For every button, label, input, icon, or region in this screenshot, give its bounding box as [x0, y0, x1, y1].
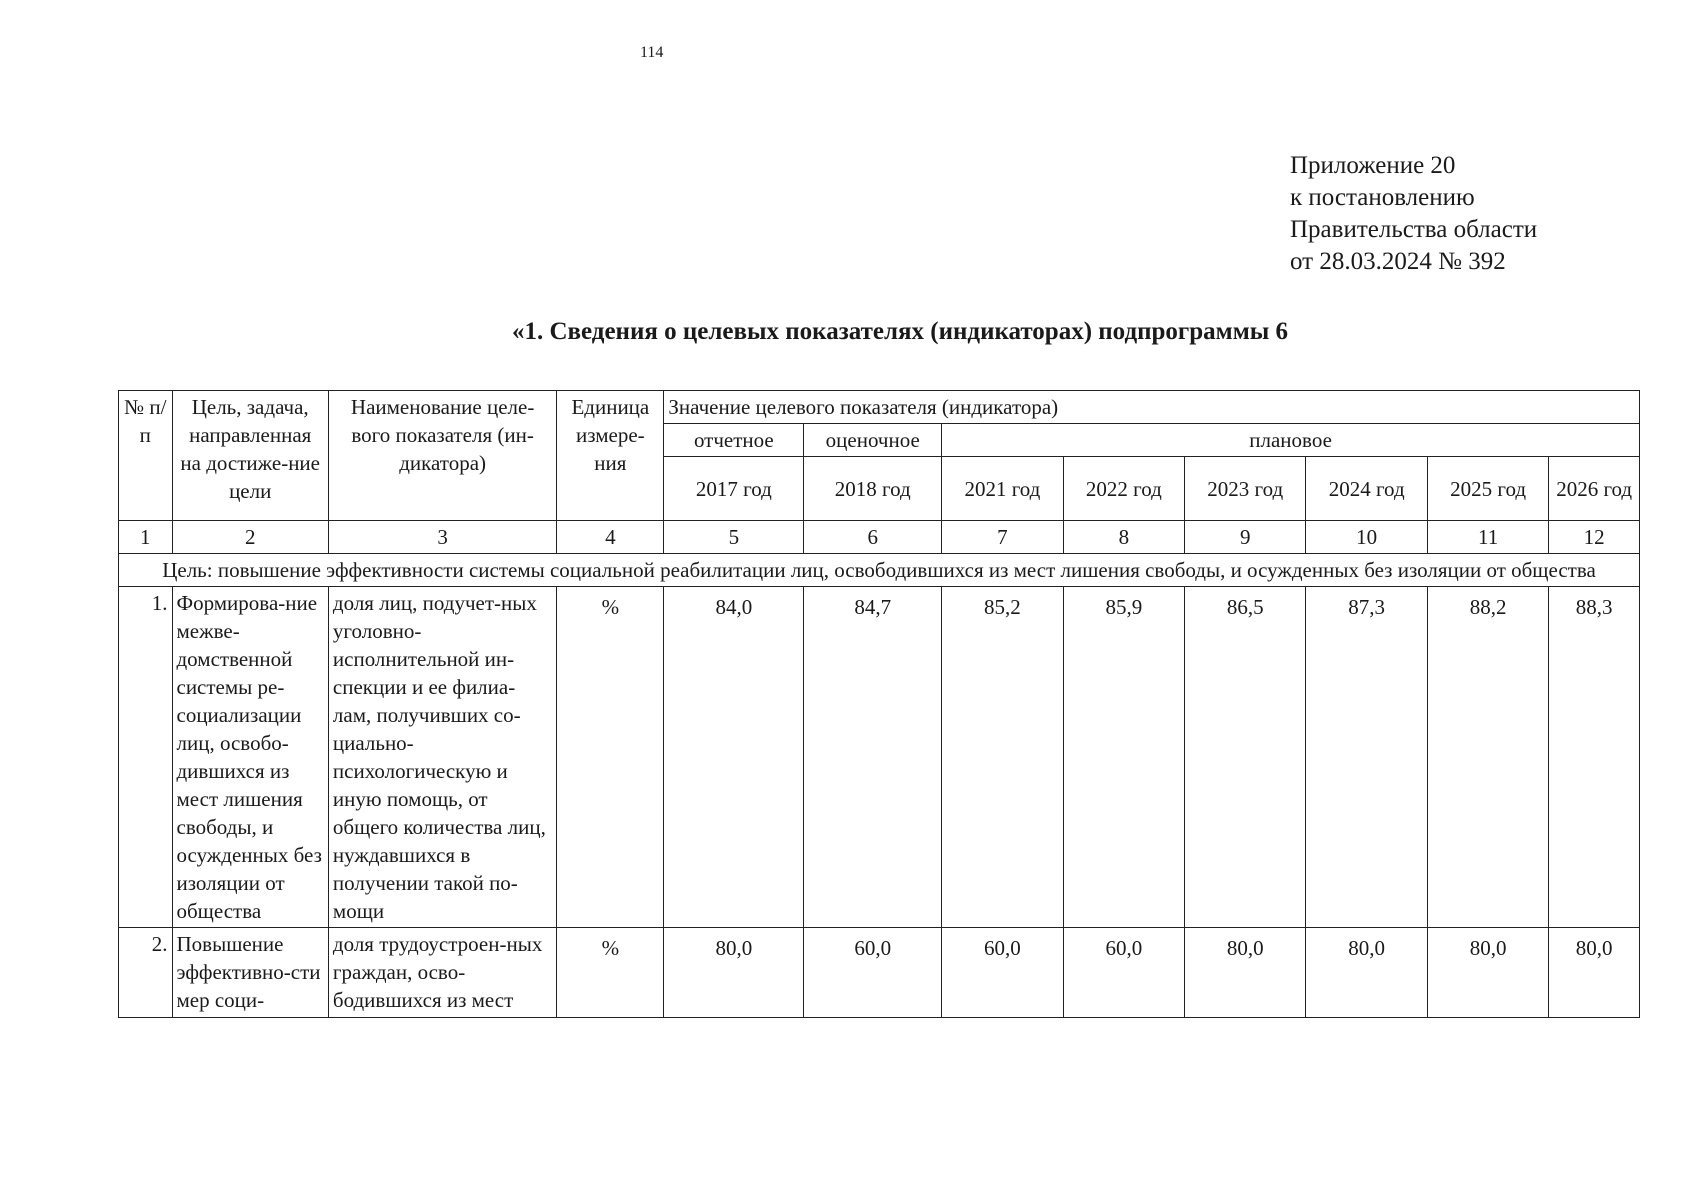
header-value-group: Значение целевого показателя (индикатора) — [664, 391, 1640, 424]
appendix-line-2: к постановлению — [1290, 184, 1475, 211]
row-value: 80,0 — [1306, 928, 1427, 1018]
table-row — [119, 928, 1640, 1018]
appendix-line-4: от 28.03.2024 № 392 — [1290, 248, 1506, 275]
row-unit: % — [557, 928, 664, 1018]
row-value: 88,2 — [1427, 587, 1548, 928]
goal-text: Цель: повышение эффективности системы социальной реабилитации лиц, освободившихся из мест лишения свободы, и осужденных без изоляции от общества — [119, 554, 1640, 587]
header-goal: Цель, задача, направленная на достиже-ние цели — [172, 391, 328, 521]
col-number: 9 — [1185, 521, 1306, 554]
indicators-table — [118, 390, 1640, 1018]
col-number: 5 — [664, 521, 804, 554]
col-number: 8 — [1063, 521, 1184, 554]
table-row — [119, 587, 1640, 928]
row-value: 87,3 — [1306, 587, 1427, 928]
row-value: 60,0 — [942, 928, 1063, 1018]
col-number: 10 — [1306, 521, 1427, 554]
col-number: 2 — [172, 521, 328, 554]
row-goal: Повышение эффективно-сти мер соци- — [172, 928, 328, 1018]
row-value: 84,7 — [804, 587, 942, 928]
appendix-note — [1290, 150, 1537, 278]
row-num: 2. — [119, 928, 173, 1018]
col-number: 11 — [1427, 521, 1548, 554]
header-year-2021: 2021 год — [942, 457, 1063, 521]
page-number: 114 — [640, 44, 664, 61]
document-title: «1. Сведения о целевых показателях (индикаторах) подпрограммы 6 — [511, 318, 1288, 345]
appendix-line-3: Правительства области — [1290, 216, 1538, 243]
col-number: 12 — [1549, 521, 1640, 554]
header-num: № п/п — [119, 391, 173, 521]
appendix-line-1: Приложение 20 — [1290, 152, 1456, 179]
header-year-2023: 2023 год — [1185, 457, 1306, 521]
header-unit: Единица измере-ния — [557, 391, 664, 521]
row-value: 80,0 — [1185, 928, 1306, 1018]
col-number: 1 — [119, 521, 173, 554]
row-value: 80,0 — [664, 928, 804, 1018]
col-number: 4 — [557, 521, 664, 554]
col-number: 7 — [942, 521, 1063, 554]
row-num: 1. — [119, 587, 173, 928]
header-year-2024: 2024 год — [1306, 457, 1427, 521]
row-goal: Формирова-ние межве-домственной системы ре-социализации лиц, освобо-дившихся из мест лишения свободы, и осужденных без изоляции от общества — [172, 587, 328, 928]
header-planned: плановое — [942, 424, 1640, 457]
row-value: 85,2 — [942, 587, 1063, 928]
row-value: 60,0 — [804, 928, 942, 1018]
row-value: 85,9 — [1063, 587, 1184, 928]
header-year-2026: 2026 год — [1549, 457, 1640, 521]
header-year-2025: 2025 год — [1427, 457, 1548, 521]
row-value: 80,0 — [1549, 928, 1640, 1018]
row-value: 80,0 — [1427, 928, 1548, 1018]
goal-row — [119, 554, 1640, 587]
row-value: 86,5 — [1185, 587, 1306, 928]
row-value: 88,3 — [1549, 587, 1640, 928]
row-value: 84,0 — [664, 587, 804, 928]
header-year-2017: 2017 год — [664, 457, 804, 521]
header-indicator: Наименование целе-вого показателя (ин-дикатора) — [328, 391, 556, 521]
row-indicator: доля лиц, подучет-ных уголовно-исполнительной ин-спекции и ее филиа-лам, получивших со-циально-психологическую и иную помощь, от общего количества лиц, нуждавшихся в получении такой по-мощи — [328, 587, 556, 928]
column-number-row — [119, 521, 1640, 554]
header-row-1 — [119, 391, 1640, 424]
header-estimated: оценочное — [804, 424, 942, 457]
row-value: 60,0 — [1063, 928, 1184, 1018]
col-number: 3 — [328, 521, 556, 554]
header-reported: отчетное — [664, 424, 804, 457]
col-number: 6 — [804, 521, 942, 554]
row-indicator: доля трудоустроен-ных граждан, осво-бодившихся из мест — [328, 928, 556, 1018]
header-year-2018: 2018 год — [804, 457, 942, 521]
header-year-2022: 2022 год — [1063, 457, 1184, 521]
row-unit: % — [557, 587, 664, 928]
